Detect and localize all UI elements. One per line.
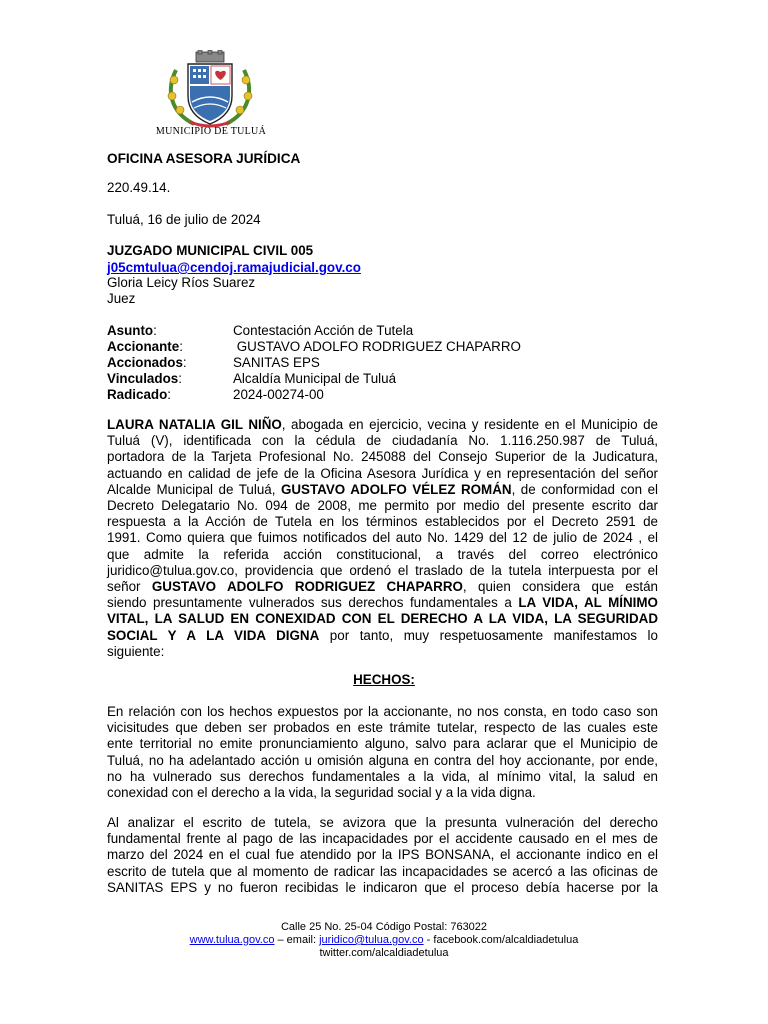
footer-twitter: twitter.com/alcaldiadetulua [319, 947, 449, 959]
office-title: OFICINA ASESORA JURÍDICA [107, 151, 301, 166]
case-label-vinculados: Vinculados: [107, 371, 182, 386]
recipient-court: JUZGADO MUNICIPAL CIVIL 005 [107, 243, 314, 258]
case-label-accionante: Accionante: [107, 339, 183, 354]
intro-paragraph: LAURA NATALIA GIL NIÑO, abogada en ejercicio, vecina y residente en el Municipio de Tuluá (V), identificada con la cédula de ciudadanía No. 1.116.250.987 de Tuluá, portadora de la Tarjeta Profesional No. 245088 del Consejo Superior de la Judicatura, actuando en calidad de jefe de la Oficina Asesora Jurídica y en representación del señor Alcalde Municipal de Tuluá, GUSTAVO ADOLFO VÉLEZ ROMÁN, de conformidad con el Decreto Delegatario No. 094 de 2008, me permito por medio del presente escrito dar respuesta a la Acción de Tutela en los términos establecidos por el Decreto 2591 de 1991. Como quiera que fuimos notificados del auto No. 1429 del 12 de julio de 2024 , el que admite la referida acción constitucional, a través del correo electrónico juridico@tulua.gov.co, providencia que ordenó el traslado de la tutela interpuesta por el señor GUSTAVO ADOLFO RODRIGUEZ CHAPARRO, quien considera que están siendo presuntamente vulnerados sus derechos fundamentales a LA VIDA, AL MÍNIMO VITAL, LA SALUD EN CONEXIDAD CON EL DERECHO A LA VIDA, LA SEGURIDAD SOCIAL Y A LA VIDA DIGNA por tanto, muy respetuosamente manifestamos lo siguiente: [107, 417, 659, 659]
footer-facebook: - facebook.com/alcaldiadetulua [423, 934, 579, 946]
recipient-role: Juez [107, 291, 136, 306]
municipal-coat-of-arms-logo [160, 50, 260, 130]
hechos-paragraph-1: En relación con los hechos expuestos por la accionante, no nos consta, en todo caso son vicisitudes que deben ser probados en este trámite tutelar, respecto de las cuales este ente territorial no emite pronunciamiento alguno, salvo para aclarar que el Municipio de Tuluá, no ha adelantado acción u omisión alguna en contra del hoy accionante, por ende, no ha vulnerado sus derechos fundamentales a la vida, al mínimo vital, la salud en conexidad con el derecho a la vida, la seguridad social y a la vida digna. [107, 704, 658, 801]
recipient-email-link[interactable]: j05cmtulua@cendoj.ramajudicial.gov.co [107, 260, 361, 275]
municipality-name: MUNICIPIO DE TULUÁ [155, 126, 267, 137]
footer-contact-row: www.tulua.gov.co – email: juridico@tulua.gov.co - facebook.com/alcaldiadetulua [189, 934, 579, 946]
footer-email-link[interactable]: juridico@tulua.gov.co [319, 934, 424, 946]
recipient-email-row [107, 260, 361, 276]
case-label-asunto: Asunto: [107, 323, 157, 338]
case-value-vinculados: Alcaldía Municipal de Tuluá [233, 371, 397, 386]
footer-website-link[interactable]: www.tulua.gov.co [189, 934, 275, 946]
recipient-name: Gloria Leicy Ríos Suarez [107, 275, 256, 290]
date-line: Tuluá, 16 de julio de 2024 [107, 212, 261, 227]
case-label-accionados: Accionados: [107, 355, 187, 370]
reference-number: 220.49.14. [107, 180, 171, 195]
case-value-radicado: 2024-00274-00 [233, 387, 324, 402]
hechos-paragraph-2: Al analizar el escrito de tutela, se avizora que la presunta vulneración del derecho fundamental frente al pago de las incapacidades por el accidente causado en el mes de marzo del 2024 en el cual fue atendido por la IPS BONSANA, el accionante indico en el escrito de tutela que al momento de radicar las incapacidades se acercó a las oficinas de SANITAS EPS y no fueron recibidas le indicaron que el proceso debía hacerse por la [107, 815, 658, 895]
case-value-accionante: GUSTAVO ADOLFO RODRIGUEZ CHAPARRO [233, 339, 521, 354]
section-heading-hechos: HECHOS: [353, 672, 415, 687]
case-value-asunto: Contestación Acción de Tutela [233, 323, 414, 338]
footer-address: Calle 25 No. 25-04 Código Postal: 763022 [280, 921, 488, 933]
case-label-radicado: Radicado: [107, 387, 172, 402]
case-value-accionados: SANITAS EPS [233, 355, 320, 370]
